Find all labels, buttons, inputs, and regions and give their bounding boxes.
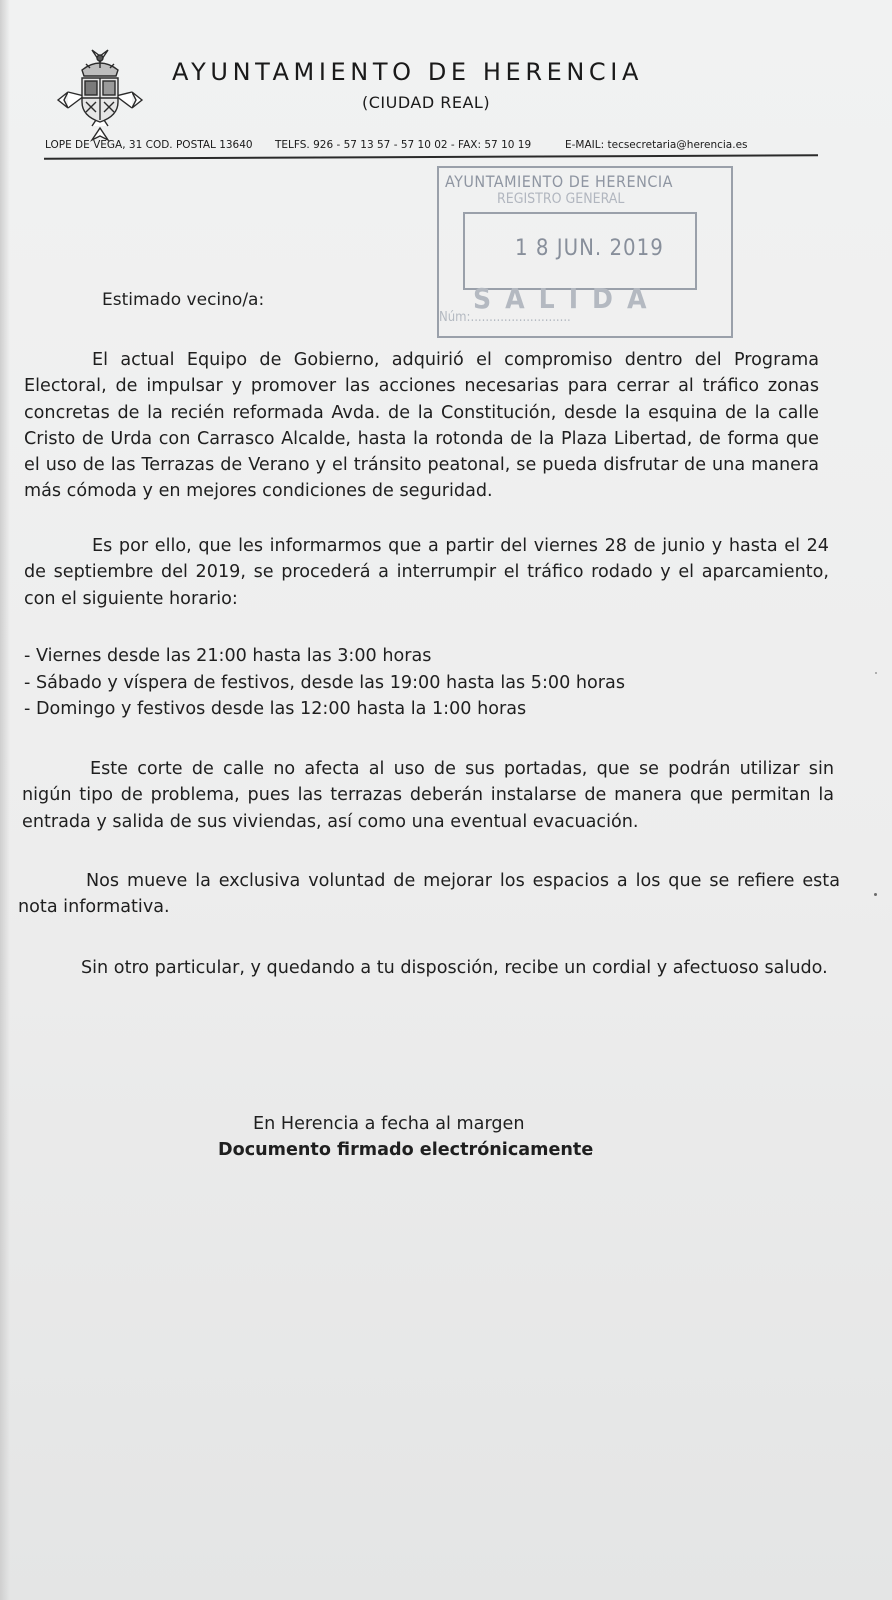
stamp-date: 1 8 JUN. 2019: [515, 236, 664, 261]
list-item: - Domingo y festivos desde las 12:00 hasta la 1:00 horas: [24, 699, 527, 719]
list-item: - Sábado y víspera de festivos, desde las 19:00 hasta las 5:00 horas: [24, 672, 625, 693]
paragraph-1-text: El actual Equipo de Gobierno, adquirió el compromiso dentro del Programa Electoral, de impulsar y promover las acciones necesarias para cerrar al tráfico zonas concretas de la recién reformada Avda. de la Constitución, desde la esquina de la calle Cristo de Urda con Carrasco Alcalde, hasta la rotonda de la Plaza Libertad, de forma que el uso de las Terrazas de Verano y el tránsito peatonal, se pueda disfrutar de una manera más cómoda y en mejores condiciones de seguridad.: [24, 350, 819, 502]
paragraph-4-text: Nos mueve la exclusiva voluntad de mejorar los espacios a los que se refiere esta nota informativa.: [18, 871, 840, 918]
paper-speck: [875, 672, 877, 674]
registry-stamp: [437, 166, 733, 338]
signoff-place: En Herencia a fecha al margen: [253, 1114, 525, 1134]
paper-speck: [874, 893, 877, 896]
paragraph-2-text: Es por ello, que les informarmos que a partir del viernes 28 de junio y hasta el 24 de septiembre del 2019, se procederá a interrumpir el tráfico rodado y el aparcamiento, con el siguiente horario:: [24, 536, 829, 609]
letter-paragraph-3: [22, 756, 834, 835]
stamp-word: SALIDA: [473, 282, 661, 315]
header-divider: [44, 154, 818, 159]
letter-greeting: Estimado vecino/a:: [102, 290, 265, 310]
letter-paragraph-2: [24, 533, 829, 612]
list-item: - Viernes desde las 21:00 hasta las 3:00 horas: [24, 646, 432, 666]
signoff-signed: Documento firmado electrónicamente: [218, 1140, 594, 1160]
paragraph-5-text: Sin otro particular, y quedando a tu disposción, recibe un cordial y afectuoso saludo.: [81, 958, 828, 978]
municipal-coat-of-arms-icon: [54, 44, 146, 142]
contact-email: E-MAIL: tecsecretaria@herencia.es: [565, 139, 748, 151]
stamp-title: AYUNTAMIENTO DE HERENCIA: [445, 172, 673, 191]
stamp-date-box: [463, 212, 697, 290]
contact-address: LOPE DE VEGA, 31 COD. POSTAL 13640: [45, 139, 253, 151]
contact-phones: TELFS. 926 - 57 13 57 - 57 10 02 - FAX: 57 10 19: [275, 139, 532, 151]
letter-paragraph-4: [18, 868, 840, 921]
stamp-number: Núm:...........................: [439, 310, 571, 325]
letter-paragraph-5: [13, 955, 847, 981]
page-shadow: [0, 0, 10, 1600]
schedule-list: [24, 643, 625, 723]
letter-paragraph-1: [24, 347, 819, 505]
header-subtitle: (CIUDAD REAL): [362, 93, 491, 112]
paragraph-3-text: Este corte de calle no afecta al uso de sus portadas, que se podrán utilizar sin nigún tipo de problema, pues las terrazas deberán instalarse de manera que permitan la entrada y salida de sus viviendas, así como una eventual evacuación.: [22, 759, 834, 832]
header-title: AYUNTAMIENTO DE HERENCIA: [172, 58, 643, 86]
stamp-subtitle: REGISTRO GENERAL: [497, 191, 625, 207]
